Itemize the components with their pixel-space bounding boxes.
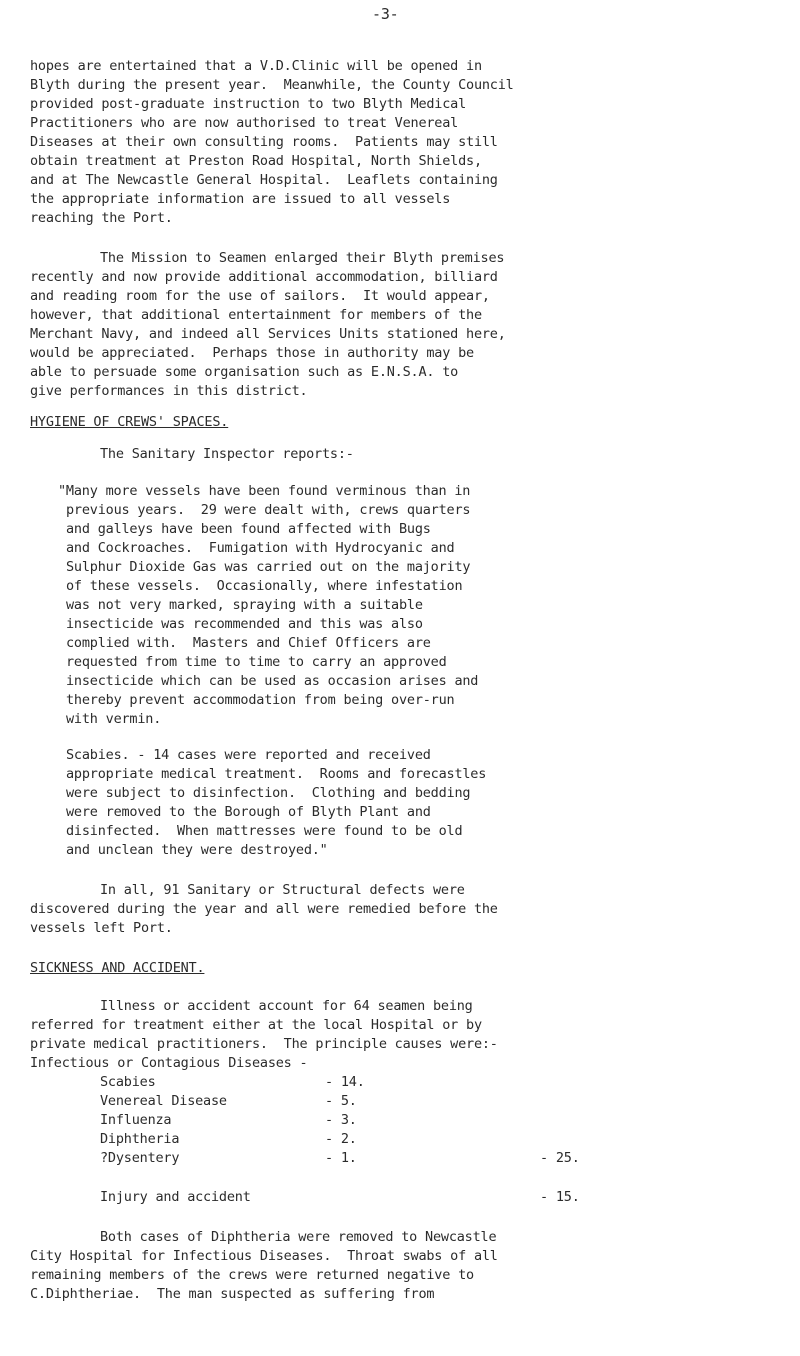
text-line: would be appreciated. Perhaps those in authority may be [30,345,474,361]
text-line: City Hospital for Infectious Diseases. Throat swabs of all [30,1248,498,1264]
section-heading-hygiene: HYGIENE OF CREWS' SPACES. [30,414,229,430]
injury-label: Injury and accident [100,1189,251,1205]
text-line: were subject to disinfection. Clothing and bedding [66,785,471,801]
text-line: were removed to the Borough of Blyth Plant and [66,804,431,820]
text-line: complied with. Masters and Chief Officers are [66,635,431,651]
text-line: obtain treatment at Preston Road Hospital, North Shields, [30,153,482,169]
text-line: with vermin. [66,711,162,727]
disease-name: Venereal Disease [100,1093,227,1109]
text-line: Merchant Navy, and indeed all Services Units stationed here, [30,326,506,342]
text-line: Illness or accident account for 64 seamen being [100,998,473,1014]
text-line: and galleys have been found affected with Bugs [66,521,431,537]
text-line: and Cockroaches. Fumigation with Hydrocyanic and [66,540,455,556]
text-line: able to persuade some organisation such as E.N.S.A. to [30,364,459,380]
text-line: previous years. 29 were dealt with, crews quarters [66,502,471,518]
text-line: give performances in this district. [30,383,308,399]
disease-count: - 5. [325,1093,357,1109]
disease-count: - 14. [325,1074,365,1090]
disease-name: Scabies [100,1074,156,1090]
text-line: appropriate medical treatment. Rooms and forecastles [66,766,487,782]
infectious-total: - 25. [540,1150,580,1166]
text-line: disinfected. When mattresses were found to be old [66,823,463,839]
text-line: Blyth during the present year. Meanwhile, the County Council [30,77,514,93]
text-line: private medical practitioners. The principle causes were:- [30,1036,498,1052]
text-line: Diseases at their own consulting rooms. Patients may still [30,134,498,150]
text-line: Practitioners who are now authorised to treat Venereal [30,115,459,131]
disease-count: - 2. [325,1131,357,1147]
text-line: however, that additional entertainment for members of the [30,307,482,323]
text-line: vessels left Port. [30,920,173,936]
inspector-intro: The Sanitary Inspector reports:- [100,446,354,462]
page-number: -3- [372,5,399,23]
injury-total: - 15. [540,1189,580,1205]
text-line: requested from time to time to carry an approved [66,654,447,670]
text-line: of these vessels. Occasionally, where infestation [66,578,463,594]
text-line: and unclean they were destroyed." [66,842,328,858]
text-line: thereby prevent accommodation from being over-run [66,692,455,708]
text-line: and reading room for the use of sailors. It would appear, [30,288,490,304]
text-line: Both cases of Diphtheria were removed to Newcastle [100,1229,497,1245]
text-line: the appropriate information are issued to all vessels [30,191,451,207]
disease-name: ?Dysentery [100,1150,180,1166]
text-line: discovered during the year and all were remedied before the [30,901,498,917]
section-heading-sickness: SICKNESS AND ACCIDENT. [30,960,205,976]
text-line: Sulphur Dioxide Gas was carried out on the majority [66,559,471,575]
text-line: Scabies. - 14 cases were reported and received [66,747,431,763]
text-line: remaining members of the crews were returned negative to [30,1267,474,1283]
text-line: was not very marked, spraying with a suitable [66,597,423,613]
text-line: The Mission to Seamen enlarged their Blyth premises [100,250,505,266]
text-line: insecticide was recommended and this was also [66,616,423,632]
text-line: "Many more vessels have been found verminous than in [58,483,471,499]
text-line: hopes are entertained that a V.D.Clinic will be opened in [30,58,482,74]
disease-name: Influenza [100,1112,172,1128]
text-line: reaching the Port. [30,210,173,226]
text-line: and at The Newcastle General Hospital. Leaflets containing [30,172,498,188]
text-line: recently and now provide additional accommodation, billiard [30,269,498,285]
text-line: insecticide which can be used as occasion arises and [66,673,479,689]
disease-count: - 3. [325,1112,357,1128]
text-line: Infectious or Contagious Diseases - [30,1055,308,1071]
text-line: provided post-graduate instruction to two Blyth Medical [30,96,467,112]
text-line: C.Diphtheriae. The man suspected as suffering from [30,1286,435,1302]
text-line: referred for treatment either at the local Hospital or by [30,1017,482,1033]
text-line: In all, 91 Sanitary or Structural defects were [100,882,465,898]
disease-name: Diphtheria [100,1131,180,1147]
disease-count: - 1. [325,1150,357,1166]
